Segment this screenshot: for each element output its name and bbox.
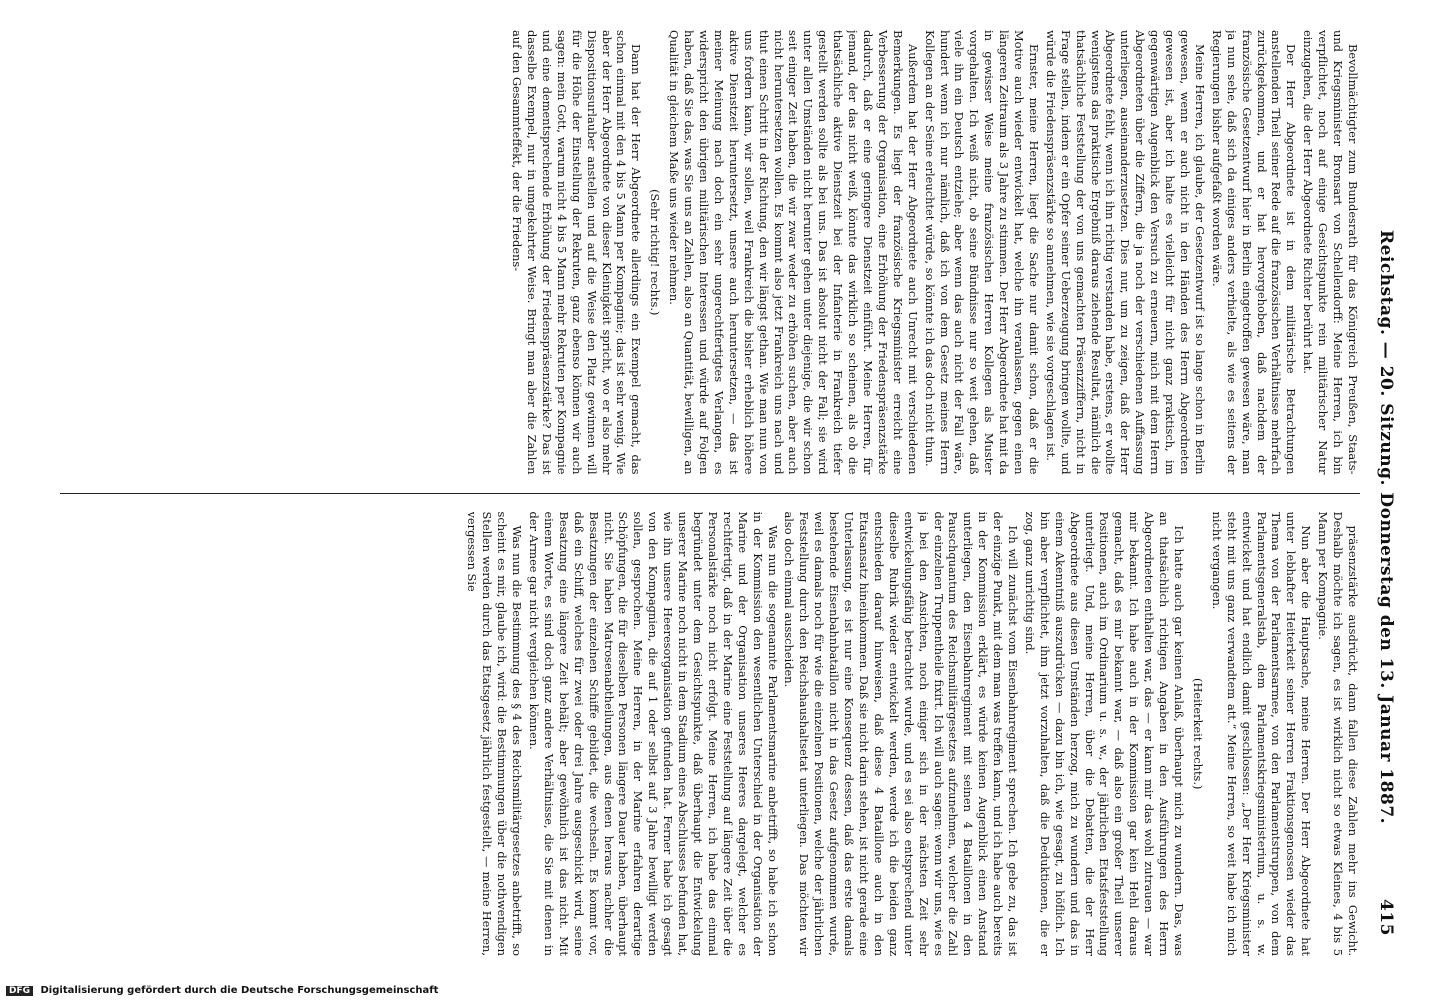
paragraph: (Sehr richtig! rechts.) [648,189,663,316]
paragraph: Der Herr Abgeordnete ist in dem militärische Betrachtungen anstellenden Theil seiner Rede auf die französischen Verhältnisse mehrfach zurückgekommen, und er hat hervorgehoben, daß nachdem der französische Gesetzentwurf hier in Berlin eingetroffen gewesen wäre, man ja nun sehe, daß sich da einiges anders verhielte, als wie es seitens der Regierungen bisher aufgefaßt worden wäre. [1209,30,1299,475]
paragraph: Bevollmächtigter zum Bundesrath für das Königreich Preußen, Staats- und Kriegsminister Bronsart von Schellendorff: Meine Herren, ich bin verpflichtet, noch auf einige Gesichtspunkte rein militärischer Natur einzugehen, die der Herr Abgeordnete Richter berührt hat. [1301,30,1360,475]
running-title: Reichstag. — 20. Sitzung. Donnerstag den 13. Januar 1887. [1376,230,1396,825]
paragraph: Nun aber die Hauptsache, meine Herren. Der Herr Abgeordnete hat unter lebhafter Heiterkeit seiner Herren Fraktionsgenossen wieder das Thema von der Parlamentsarmee, von den Parlamentstruppen, von dem Parlamentsgeneralstab, dem Parlamentskriegsministerium, u. s. w. entwickelt und hat endlich damit geschlossen: „Der Herr Kriegsminister steht mit uns ganz verwandtem att.“ Meine Herren, so weit habe ich mich nicht vergangen. [1209,511,1314,956]
dfg-logo: DFG [6,986,33,996]
paragraph: Meine Herren, ich glaube, der Gesetzentwurf ist so lange schon in Berlin gewesen, wenn er auch nicht in den Händen des Herrn Abgeordneten gewesen ist, aber ich halte es vielleicht für nicht ganz praktisch, im gegenwärtigen Augenblick den Versuch zu erneuern, mich mit dem Herrn Abgeordneten über die Ziffern, die ja noch der verschiedenen Auffassung unterliegen, auseinanderzusetzen. Dies nur, um zu zeigen, daß der Herr Abgeordnete fehlt, wenn ich ihn richtig verstanden habe, erstens, er wollte wenigstens das praktische Ergebniß daraus ziehende Resultat, nämlich die thatsächliche Feststellung der von uns gemachten Präsenzziffern, nicht in Frage stellen, indem er ein Opfer seiner Ueberzeugung bringen wollte, und würde die Friedenspräsenzstärke so annehmen, wie sie vorgeschlagen ist. [1043,30,1207,475]
left-column [60,30,1360,475]
paragraph: Ich hatte auch gar keinen Anlaß, überhaupt mich zu wundern. Das, was an thatsächlich richtigen Angaben in den Ausführungen des Herrn Abgeordneten enthalten war, das — er kann mir das wohl zutrauen — war mir bekannt. Ich habe auch in der Kommission gar kein Hehl daraus gemacht, daß es mir bekannt war, — daß also ein großer Theil unserer Positionen, auch im Ordinarium u. s. w., der jährlichen Etatsfeststellung unterliegt. Und, meine Herren, über die Debatten, die der Herr Abgeordnete aus diesen Umständen herzog, mich zu wundern und das in einem Akenntniß auszudrücken — dazu bin ich, wie gesagt, zu höflich. Ich bin aber verpflichtet, ihm jetzt vorzuhalten, daß die Deduktionen, die er zog, ganz unrichtig sind. [1022,511,1187,956]
paragraph: präsenzstärke ausdrückt, dann fallen diese Zahlen mehr ins Gewicht. Deshalb möchte ich sagen, es ist wirklich nicht so etwas Kleines, 4 bis 5 Mann per Kompagnie. [1316,511,1360,956]
running-head [1366,30,1396,956]
paragraph: Ernster, meine Herren, liegt die Sache nur damit schon, daß er die Motive auch wieder entwickelt hat, welche ihn veranlassen, gegen einen längeren Zeitraum als 3 Jahre zu stimmen. Der Herr Abgeordnete hat mit da in gewisser Weise meine französischen Herren Kollegen als Muster vorgehalten. Ich weiß nicht, ob seine Bündnisse nur so weit gehen, daß viele ihn ein Deutsch entziehe; aber wenn das auch nicht der Fall wäre, hundert wenn ich nur nämlich, daß ich von dem Gesetz meines Herrn Kollegen an der Seine erleuchtet würde, so könnte ich das doch nicht thun. [922,30,1041,475]
paragraph: Was nun die sogenannte Parlamentsmarine anbetrifft, so habe ich schon in der Kommission den wesentlichen Unterschied in der Organisation der Marine und der Organisation unseres Heeres dargelegt, welcher es rechtfertigt, daß in der Marine eine Feststellung auf längere Zeit über die Personalstärke noch nicht erfolgt. Meine Herren, ich habe das einmal begründet unter dem Gesichtspunkte, daß überhaupt die Entwickelung unserer Marine noch nicht in dem Stadium eines Abschlusses befunden hat, wie ihn unsere Heeresorganisation gefunden hat. Ferner habe ich gesagt von den Kompagnien, die auf 1 oder selbst auf 3 Jahre bewilligt werden sollen, gesprochen. Meine Herren, in der Marine erfahren derartige Schöpfungen, die für dieselben Personen längere Dauer haben, überhaupt nicht. Sie haben Matrosenabtheilungen, aus denen heraus nachher die Besatzungen der einzelnen Schiffe gebildet, die wechseln. Es kommt vor, daß ein Schiff, welches für zwei oder drei Jahre ausgeschickt wird, seine Besatzung eine längere Zeit behält; aber gewöhnlich ist das nicht. Mit einem Worte, es sind doch ganz andere Verhältnisse, die Sie mit denen in der Armee gar nicht vergleichen können. [527,511,780,956]
page-number: 415 [1376,899,1396,936]
text-columns [60,30,1360,956]
digitization-footer [6,985,438,996]
paragraph: Dann hat der Herr Abgeordnete allerdings ein Exempel gemacht, das schon einmal mit den 4 bis 5 Mann per Kompagnie; das ist sehr wenig. Wie aber der Herr Abgeordnete von dieser Kleinigkeit spricht, wo er also mehr Dispositionsurlauber anstellen und auf die Weise den Platz gewinnen will für die Höhe der Einstellung der Rekruten, ganz ebenso können wir auch sagen: mein Gott, warum nicht 4 bis 5 Mann mehr Rekruten per Kompagnie und eine dementsprechende Erhöhung der Friedenspräsenzstärke? Das ist dasselbe Exempel, nur in umgekehrter Weise. Bringt man aber die Zahlen auf den Gesammteffekt, der die Friedens- [510,30,644,475]
paragraph: Ich will zunächst vom Eisenbahnregiment sprechen. Ich gebe zu, das ist der einzige Punkt, mit dem man was treffen kann, und ich habe auch bereits in der Kommission erklärt, es würde keinen Augenblick einen Anstand unterliegen, den Eisenbahnregiment mit seinen 4 Bataillonen in den Pauschquantum des Reichsmilitärgesetzes aufzunehmen, welcher die Zahl der einzelnen Truppentheile fixirt. Ich will auch sagen: wenn wir uns, wie es ja bei den Ansichten, noch einiger sich in der nächsten Zeit sehr entwickelungsfähig betrachtet wurde, und es sei also entsprechend unter dieselbe Rubrik wieder entwickelt werden, werde ich die beiden ganz entschieden darauf hinweisen, daß diese 4 Bataillone auch in den Etatsansatz hineinkommen. Daß sie nicht darin stehen, ist nicht gerade eine Unterlassung, es ist nur eine Konsequenz dessen, daß das erste damals bestehende Eisenbahnbataillon nicht in das Gesetz aufgenommen wurde, weil es damals noch für wie die einzelnen Positionen, welche der jährlichen Feststellung durch den Reichshaushaltsetat unterliegen. Das möchten wir also doch einmal ausscheiden. [782,511,1021,956]
footer-text: Digitalisierung gefördert durch die Deutsche Forschungsgemeinschaft [40,985,439,996]
paragraph: Außerdem hat der Herr Abgeordnete auch Unrecht mit verschiedenen Bemerkungen. Es liegt der französische Kriegsminister erreicht eine Verbesserung der Organisation, eine Erhöhung der Friedenspräsenzstärke dadurch, daß er eine geringere Dienstzeit einführt. Meine Herren, für jemand, der das nicht weiß, könnte das wirklich so scheinen, als ob die thatsächliche aktive Dienstzeit bei der Infanterie in Frankreich tiefer gestellt werden sollte als bei uns. Das ist absolut nicht der Fall; sie wird unter allen Umständen nicht herunter gehen unter diejenige, die wir schon seit einiger Zeit haben, die wir zwar weder zu erhöhen suchen, aber auch nicht heruntersetzen wollen. Es kommt also jetzt Frankreich uns nach und thut einen Schritt in der Richtung, den wir längst gethan. Wie man nun von uns fordern kann, wir sollen, weil Frankreich die bisher erheblich höhere aktive Dienstzeit heruntersetzt, unsere auch heruntersetzen, — das ist meiner Meinung nach doch ein sehr ungerechtfertigtes Verlangen, es widerspricht den übrigen militärischen Interessen und würde auf Folgen haben, daß Sie das, was Sie uns an Zahlen, also an Quantität, bewilligen, an Qualität in gleichem Maße uns wieder nehmen. [667,30,920,475]
column-divider [60,493,1360,494]
paragraph: (Heiterkeit rechts.) [1190,678,1205,790]
paragraph: Was nun die Bestimmung des § 4 des Reichsmilitärgesetzes anbetrifft, so scheint es mir, glaube ich, wird: die Bestimmungen über die nothwendigen Stellen werden durch das Etatsgesetz jährlich festgestellt, — meine Herren, vergessen Sie [465,511,525,956]
right-column [60,512,1360,957]
